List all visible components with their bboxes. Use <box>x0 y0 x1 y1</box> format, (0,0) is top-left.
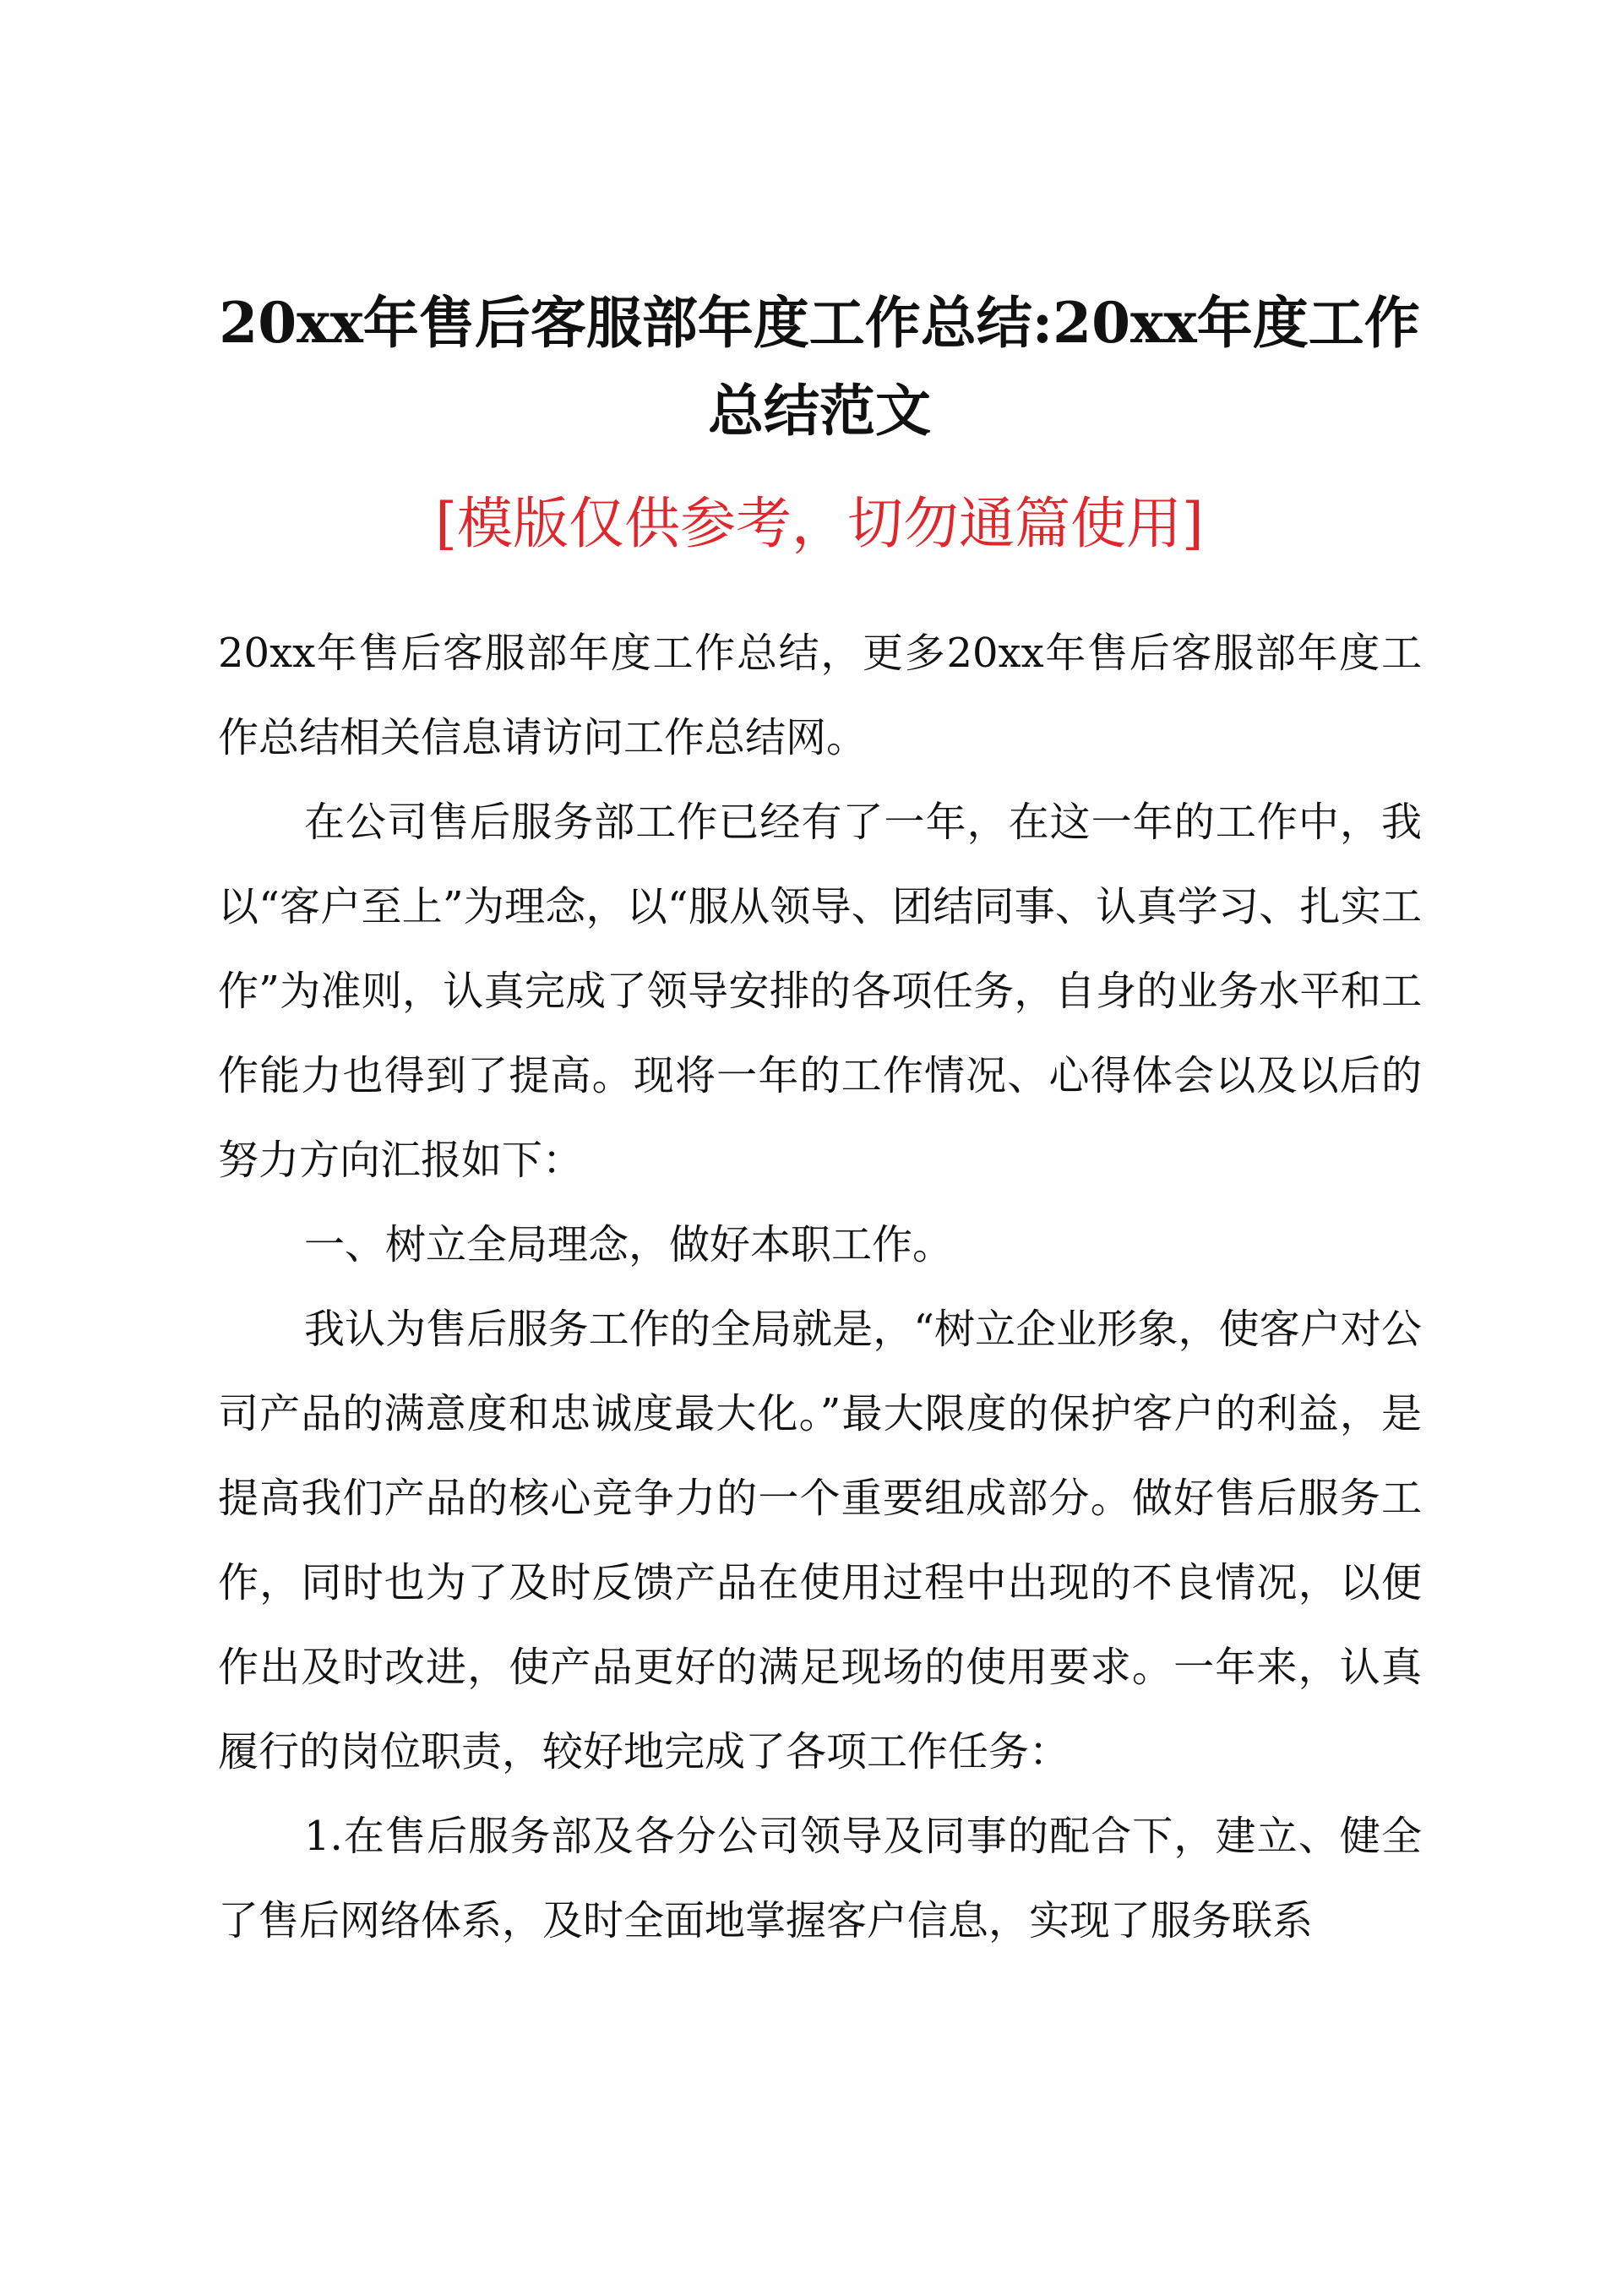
intro-paragraph: 20xx年售后客服部年度工作总结，更多20xx年售后客服部年度工作总结相关信息请访问工作总结网。 <box>218 630 1422 761</box>
document-title: 20xx年售后客服部年度工作总结:20xx年度工作总结范文 <box>219 290 1420 444</box>
template-notice: [模版仅供参考，切勿通篇使用] <box>435 491 1204 556</box>
body-paragraph: 在公司售后服务部工作已经有了一年，在这一年的工作中，我以“客户至上”为理念，以“服从领导、团结同事、认真学习、扎实工作”为准则，认真完成了领导安排的各项任务，自身的业务水平和工作能力也得到了提高。现将一年的工作情况、心得体会以及以后的努力方向汇报如下： <box>218 799 1422 1184</box>
body-paragraph: 我认为售后服务工作的全局就是，“树立企业形象，使客户对公司产品的满意度和忠诚度最大化。”最大限度的保护客户的利益，是提高我们产品的核心竞争力的一个重要组成部分。做好售后服务工作，同时也为了及时反馈产品在使用过程中出现的不良情况，以便作出及时改进，使产品更好的满足现场的使用要求。一年来，认真履行的岗位职责，较好地完成了各项工作任务： <box>218 1306 1422 1775</box>
section-heading: 一、树立全局理念，做好本职工作。 <box>304 1221 954 1268</box>
document-body <box>218 611 1422 1963</box>
list-item: 1.在售后服务部及各分公司领导及同事的配合下，建立、健全了售后网络体系，及时全面地掌握客户信息，实现了服务联系 <box>218 1813 1422 1944</box>
